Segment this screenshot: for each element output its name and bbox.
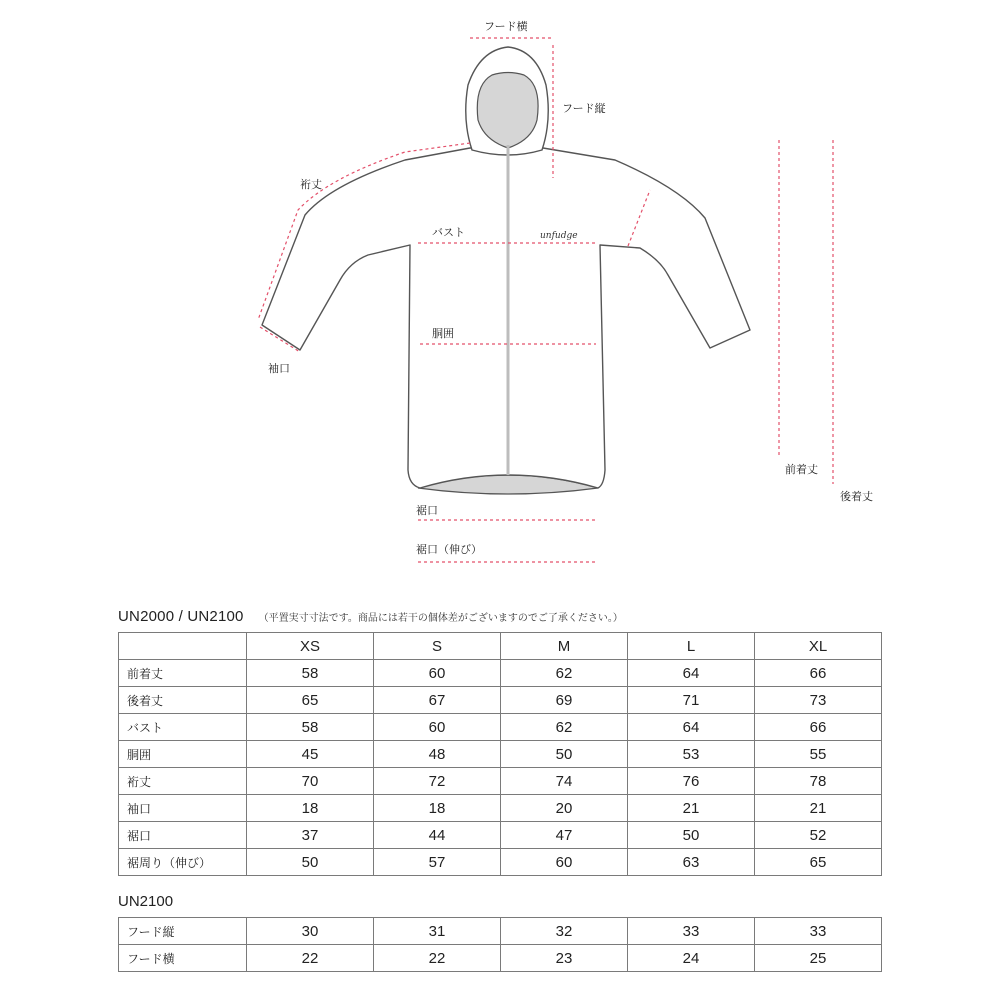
- table-cell: 47: [501, 822, 628, 849]
- row-label: 前着丈: [119, 660, 247, 687]
- table-cell: 60: [501, 849, 628, 876]
- table-row: [119, 849, 882, 876]
- table-row: [119, 687, 882, 714]
- table-row: [119, 945, 882, 972]
- table-cell: 64: [628, 714, 755, 741]
- label-hem-stretched: 裾口（伸び）: [416, 543, 482, 556]
- table-cell: 63: [628, 849, 755, 876]
- table-cell: 24: [628, 945, 755, 972]
- table-cell: 66: [755, 714, 882, 741]
- table-row: [119, 918, 882, 945]
- table-row: [119, 795, 882, 822]
- table-cell: 78: [755, 768, 882, 795]
- table-cell: 72: [374, 768, 501, 795]
- table-row: [119, 822, 882, 849]
- label-back-length: 後着丈: [840, 490, 873, 503]
- table-cell: 37: [247, 822, 374, 849]
- label-waist: 胴囲: [432, 327, 454, 340]
- table-row: [119, 768, 882, 795]
- row-label: フード縦: [119, 918, 247, 945]
- table-row: [119, 714, 882, 741]
- table-cell: 58: [247, 714, 374, 741]
- table-cell: 57: [374, 849, 501, 876]
- table-cell: 60: [374, 660, 501, 687]
- row-label: 袖口: [119, 795, 247, 822]
- measurement-note: （平置実寸寸法です。商品には若干の個体差がございますのでご了承ください。）: [258, 613, 623, 624]
- table-cell: 21: [628, 795, 755, 822]
- jacket-outline: [262, 148, 750, 488]
- size-header: XS: [247, 633, 374, 660]
- table-cell: 33: [755, 918, 882, 945]
- table-cell: 71: [628, 687, 755, 714]
- label-front-length: 前着丈: [785, 463, 818, 476]
- table-cell: 50: [628, 822, 755, 849]
- table-cell: 62: [501, 660, 628, 687]
- size-header: M: [501, 633, 628, 660]
- table-cell: 33: [628, 918, 755, 945]
- table-cell: 22: [247, 945, 374, 972]
- table-cell: 76: [628, 768, 755, 795]
- row-label: 後着丈: [119, 687, 247, 714]
- label-hood-height: フード縦: [562, 102, 606, 115]
- label-sleeve: 裄丈: [300, 178, 322, 191]
- table1-title: [118, 606, 623, 625]
- table-cell: 66: [755, 660, 882, 687]
- table-cell: 62: [501, 714, 628, 741]
- size-table: [118, 632, 882, 876]
- row-label: バスト: [119, 714, 247, 741]
- chest-logo: unfudge: [540, 231, 578, 241]
- size-header: L: [628, 633, 755, 660]
- row-label: 裾口: [119, 822, 247, 849]
- model-name: UN2000 / UN2100: [118, 608, 244, 625]
- table-cell: 20: [501, 795, 628, 822]
- table-cell: 53: [628, 741, 755, 768]
- label-hem: 裾口: [416, 504, 438, 517]
- label-bust: バスト: [432, 226, 465, 239]
- table-cell: 67: [374, 687, 501, 714]
- table-cell: 32: [501, 918, 628, 945]
- hood-size-table: [118, 917, 882, 972]
- hood-table-title: UN2100: [118, 893, 174, 910]
- row-label: 裄丈: [119, 768, 247, 795]
- table-cell: 74: [501, 768, 628, 795]
- table-cell: 52: [755, 822, 882, 849]
- table-cell: 65: [247, 687, 374, 714]
- table-row: [119, 741, 882, 768]
- table-cell: 44: [374, 822, 501, 849]
- table-cell: 50: [501, 741, 628, 768]
- table-cell: 31: [374, 918, 501, 945]
- table-cell: 65: [755, 849, 882, 876]
- table-cell: 73: [755, 687, 882, 714]
- table-cell: 18: [374, 795, 501, 822]
- table-cell: 58: [247, 660, 374, 687]
- table-cell: 22: [374, 945, 501, 972]
- table-cell: 70: [247, 768, 374, 795]
- table-cell: 60: [374, 714, 501, 741]
- table-row: [119, 660, 882, 687]
- table-cell: 64: [628, 660, 755, 687]
- table-cell: 18: [247, 795, 374, 822]
- row-label: フード横: [119, 945, 247, 972]
- size-header: XL: [755, 633, 882, 660]
- size-header: S: [374, 633, 501, 660]
- table-cell: 23: [501, 945, 628, 972]
- table-cell: 55: [755, 741, 882, 768]
- table-cell: 21: [755, 795, 882, 822]
- label-hood-width: フード横: [484, 20, 528, 33]
- table-cell: 30: [247, 918, 374, 945]
- table-cell: 45: [247, 741, 374, 768]
- table-cell: 48: [374, 741, 501, 768]
- label-cuff: 袖口: [268, 362, 290, 375]
- table-cell: 25: [755, 945, 882, 972]
- row-label: 裾周り（伸び）: [119, 849, 247, 876]
- table-cell: 69: [501, 687, 628, 714]
- size-header-row: [119, 633, 882, 660]
- table-cell: 50: [247, 849, 374, 876]
- header-corner: [119, 633, 247, 660]
- row-label: 胴囲: [119, 741, 247, 768]
